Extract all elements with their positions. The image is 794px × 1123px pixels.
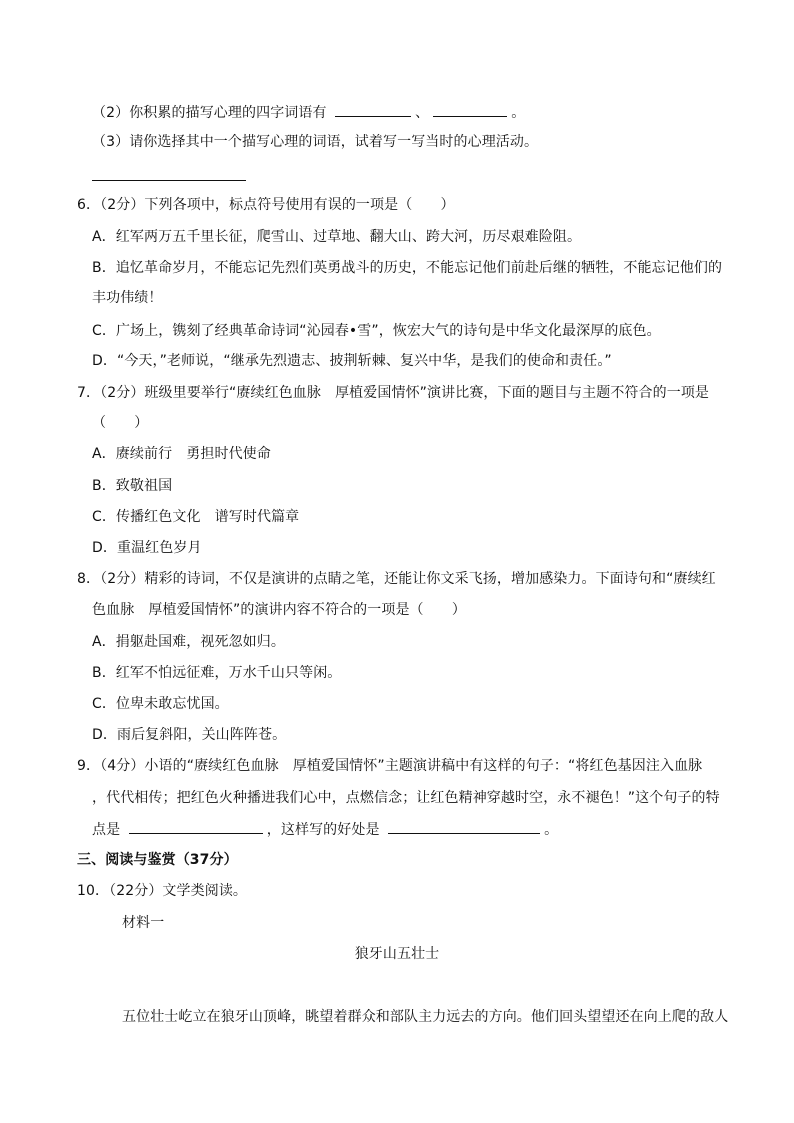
- q9-stem-line3: [92, 819, 558, 840]
- q9-stem3-a: 点是: [92, 822, 121, 838]
- q7-option-d: D．重温红色岁月: [92, 540, 202, 556]
- q5-sub2: [92, 102, 525, 123]
- q10-stem: 10．（22分）文学类阅读。: [77, 883, 248, 899]
- answer-blank-1[interactable]: [335, 102, 411, 117]
- q8-option-a: A．捐躯赴国难，视死忽如归。: [92, 634, 285, 650]
- q8-stem-line1: 8．（2分）精彩的诗词，不仅是演讲的点睛之笔，还能让你文采飞扬，增加感染力。下面诗句和“赓续红: [77, 571, 716, 587]
- answer-blank-2[interactable]: [433, 102, 507, 117]
- q6-stem: 6．（2分）下列各项中，标点符号使用有误的一项是（ ）: [77, 197, 455, 213]
- q8-option-b: B．红军不怕远征难，万水千山只等闲。: [92, 665, 342, 681]
- q6-option-a: A．红军两万五千里长征，爬雪山、过草地、翻大山、跨大河，历尽艰难险阻。: [92, 229, 582, 245]
- q9-stem3-b: ，这样写的好处是: [266, 822, 380, 838]
- passage-paragraph-1: 五位壮士屹立在狼牙山顶峰，眺望着群众和部队主力远去的方向。他们回头望望还在向上爬的敌人: [122, 1009, 729, 1025]
- q6-option-b-line2: 丰功伟绩！: [92, 290, 163, 306]
- q7-option-a: A．赓续前行 勇担时代使命: [92, 446, 271, 462]
- q8-stem-line2: 色血脉 厚植爱国情怀”的演讲内容不符合的一项是（ ）: [92, 602, 466, 618]
- q5-sub2-sep: 、: [415, 105, 430, 121]
- answer-blank-4[interactable]: [129, 819, 263, 834]
- answer-blank-3[interactable]: [92, 166, 246, 181]
- answer-blank-5[interactable]: [388, 819, 540, 834]
- passage-title: 狼牙山五壮士: [354, 946, 440, 962]
- q8-option-d: D．雨后复斜阳，关山阵阵苍。: [92, 727, 287, 743]
- q9-stem3-c: 。: [544, 822, 559, 838]
- q5-sub3: （3）请你选择其中一个描写心理的词语，试着写一写当时的心理活动。: [92, 134, 539, 150]
- q10-material-label: 材料一: [122, 915, 165, 931]
- q7-stem-line1: 7．（2分）班级里要举行“赓续红色血脉 厚植爱国情怀”演讲比赛，下面的题目与主题不符合的一项是: [77, 385, 710, 401]
- q6-option-d: D．“今天，”老师说，“继承先烈遗志、披荆斩棘、复兴中华，是我们的使命和责任。”: [92, 353, 612, 369]
- q6-option-b-line1: B．追忆革命岁月，不能忘记先烈们英勇战斗的历史，不能忘记他们前赴后继的牺牲，不能忘记他们的: [92, 260, 723, 276]
- q8-option-c: C．位卑未敢忘忧国。: [92, 696, 229, 712]
- q9-stem-line2: ，代代相传；把红色火种播进我们心中，点燃信念；让红色精神穿越时空，永不褪色！”这个句子的特: [92, 790, 720, 806]
- section-3-heading: 三、阅读与鉴赏（37分）: [77, 852, 238, 868]
- q7-option-c: C．传播红色文化 谱写时代篇章: [92, 509, 300, 525]
- q5-sub2-text: （2）你积累的描写心理的四字词语有: [92, 105, 327, 121]
- q9-stem-line1: 9．（4分）小语的“赓续红色血脉 厚植爱国情怀”主题演讲稿中有这样的句子：“将红色基因注入血脉: [77, 758, 703, 774]
- q7-stem-line2: （ ）: [92, 415, 149, 431]
- q7-option-b: B．致敬祖国: [92, 478, 173, 494]
- q5-sub3-answer-line[interactable]: [92, 166, 246, 187]
- q6-option-c: C．广场上，镌刻了经典革命诗词“沁园春•雪”，恢宏大气的诗句是中华文化最深厚的底色。: [92, 323, 661, 339]
- q5-sub2-end: 。: [511, 105, 526, 121]
